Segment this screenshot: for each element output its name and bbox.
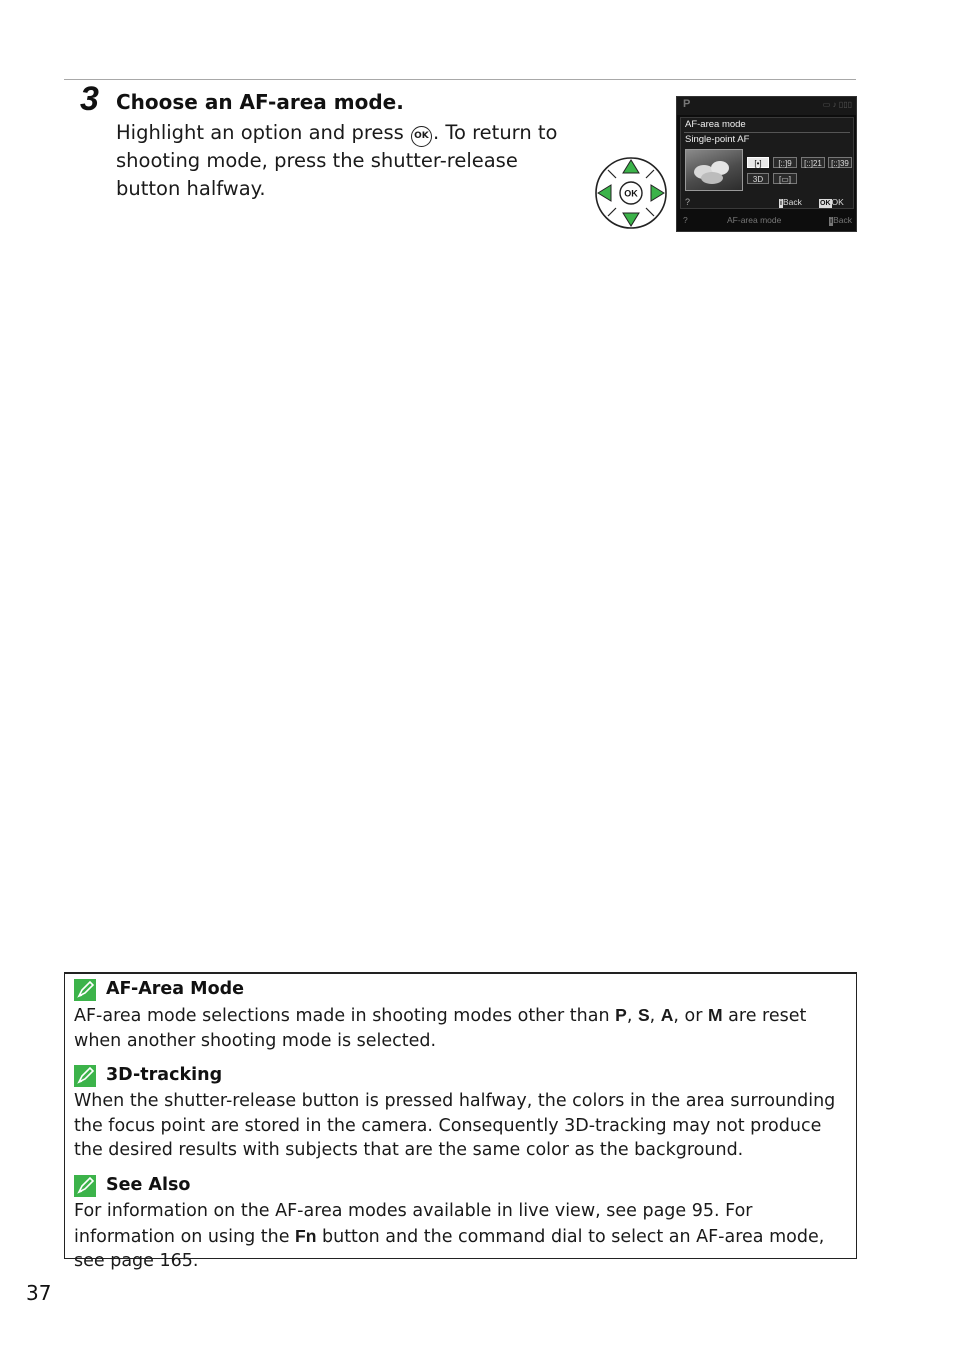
menu-header: AF-area mode [685, 119, 746, 130]
back-hint: iBack [780, 197, 802, 207]
preview-thumbnail [685, 149, 743, 191]
dial-ok-label: OK [624, 188, 638, 199]
menu-divider [684, 132, 850, 133]
mode-m-label: M [708, 1005, 723, 1025]
option-3d-tracking[interactable]: 3D [747, 173, 769, 184]
note-text-see-also: For information on the AF-area modes available in live view, see page 95. For information on using the Fn button and the command dial to select an AF-area mode, see page 165. [74, 1201, 825, 1271]
note-text-af-area-mode: AF-area mode selections made in shooting modes other than P, S, A, or M are reset when another shooting mode is selected. [74, 1005, 807, 1051]
note-pencil-icon [74, 1065, 96, 1087]
ok-hint: OKOK [820, 197, 844, 207]
step-body: Highlight an option and press OK . To return to shooting mode, press the shutter-release button halfway. [116, 121, 558, 200]
status-icons: ▭ ♪ ▯▯▯ [822, 100, 852, 109]
mode-p-label: P [615, 1005, 627, 1025]
bottom-menu-label: AF-area mode [727, 215, 782, 225]
ok-button-icon: OK [411, 126, 432, 147]
option-single-point[interactable]: [•] [747, 157, 769, 168]
info-button-icon: i [830, 218, 833, 225]
ok-chip-icon: OK [820, 200, 831, 207]
option-39-point[interactable]: [::]39 [828, 157, 852, 168]
af-area-menu-panel [680, 117, 854, 209]
camera-screen [676, 96, 857, 232]
help-icon: ? [685, 197, 691, 207]
top-rule [64, 79, 856, 80]
step-number: 3 [80, 80, 99, 118]
note-title-3d-tracking: 3D-tracking [106, 1065, 223, 1085]
note-pencil-icon [74, 979, 96, 1001]
option-21-point[interactable]: [::]21 [801, 157, 825, 168]
help-icon-bottom: ? [683, 215, 688, 225]
note-title-af-area-mode: AF-Area Mode [106, 979, 245, 999]
camera-footer [677, 197, 856, 232]
camera-top-bar [677, 97, 856, 115]
info-button-icon: i [780, 200, 782, 207]
notes-box [64, 972, 857, 1271]
note-text-3d-tracking: When the shutter-release button is pressed halfway, the colors in the area surrounding the focus point are stored in the camera. Consequently 3D-tracking may not produce the desired results with subjects that are the same color as the background. [74, 1091, 836, 1160]
shooting-mode-indicator: P [683, 98, 691, 110]
page-number: 37 [26, 1281, 52, 1305]
fn-button-label: Fn [295, 1225, 317, 1246]
bottom-back-hint: iBack [830, 215, 852, 225]
note-pencil-icon [74, 1175, 96, 1197]
flower-preview-icon [686, 150, 742, 190]
note-title-see-also: See Also [106, 1175, 191, 1195]
selected-option-label: Single-point AF [685, 134, 750, 145]
option-auto-area[interactable]: [▭] [773, 173, 797, 184]
option-9-point[interactable]: [::]9 [773, 157, 797, 168]
multi-selector-icon [594, 156, 668, 230]
mode-s-label: S [637, 1005, 650, 1025]
step-title: Choose an AF-area mode. [116, 90, 404, 114]
mode-a-label: A [660, 1005, 674, 1025]
